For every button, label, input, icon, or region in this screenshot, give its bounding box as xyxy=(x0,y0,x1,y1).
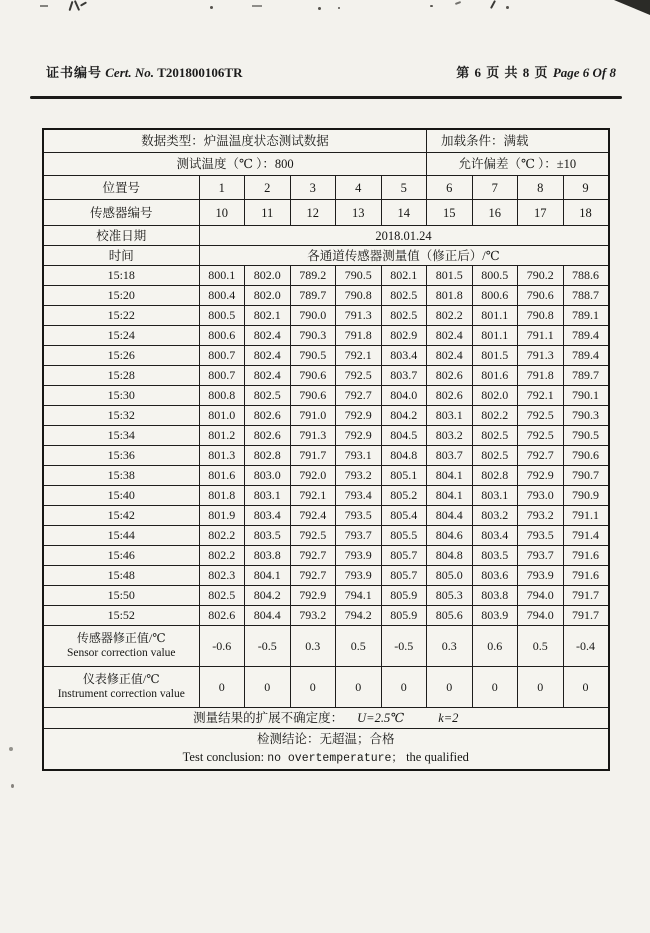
header-divider xyxy=(30,96,622,99)
position-row xyxy=(43,176,609,200)
reading-cell: 793.1 xyxy=(336,446,382,466)
reading-cell: 789.1 xyxy=(563,306,609,326)
reading-cell: 800.6 xyxy=(472,286,518,306)
reading-cell: 802.6 xyxy=(199,606,245,626)
reading-cell: 793.5 xyxy=(336,506,382,526)
time-cell: 15:28 xyxy=(43,366,199,386)
scan-artifact-scribble xyxy=(490,0,496,9)
reading-row xyxy=(43,546,609,566)
reading-cell: 804.8 xyxy=(381,446,427,466)
reading-cell: 802.5 xyxy=(245,386,291,406)
reading-cell: 793.2 xyxy=(290,606,336,626)
scan-artifact-dot xyxy=(9,747,13,751)
reading-cell: 792.7 xyxy=(290,546,336,566)
reading-cell: 793.5 xyxy=(518,526,564,546)
reading-cell: 793.7 xyxy=(336,526,382,546)
scan-artifact-scribble xyxy=(69,1,74,11)
reading-cell: 802.6 xyxy=(427,386,473,406)
reading-cell: 792.1 xyxy=(336,346,382,366)
reading-cell: 790.3 xyxy=(563,406,609,426)
reading-cell: 790.7 xyxy=(563,466,609,486)
reading-row xyxy=(43,446,609,466)
conclusion-en: Test conclusion: no overtemperature； the qualified xyxy=(182,750,469,766)
reading-cell: 802.0 xyxy=(245,286,291,306)
position-cell: 6 xyxy=(427,176,473,200)
scan-artifact-scribble xyxy=(455,1,461,5)
sensor-correction-cell: 0.3 xyxy=(427,626,473,667)
reading-cell: 791.3 xyxy=(336,306,382,326)
reading-cell: 792.7 xyxy=(518,446,564,466)
instrument-correction-cell: 0 xyxy=(518,667,564,708)
scan-artifact-scribble xyxy=(74,0,80,11)
time-cell: 15:36 xyxy=(43,446,199,466)
position-cell: 5 xyxy=(381,176,427,200)
instrument-correction-cell: 0 xyxy=(427,667,473,708)
position-label-cell: 位置号 xyxy=(43,176,199,200)
reading-cell: 802.4 xyxy=(427,326,473,346)
reading-cell: 801.1 xyxy=(472,326,518,346)
reading-cell: 801.0 xyxy=(199,406,245,426)
reading-cell: 793.2 xyxy=(336,466,382,486)
calibration-row xyxy=(43,226,609,246)
reading-cell: 788.6 xyxy=(563,266,609,286)
page-indicator-en: Page 6 Of 8 xyxy=(552,65,616,80)
reading-cell: 801.8 xyxy=(199,486,245,506)
reading-cell: 802.8 xyxy=(472,466,518,486)
scan-artifact-dot xyxy=(318,7,321,10)
instrument-correction-cell: 0 xyxy=(245,667,291,708)
page-indicator-zh: 第 6 页 共 8 页 xyxy=(456,65,549,80)
instrument-correction-cell: 0 xyxy=(563,667,609,708)
reading-cell: 803.1 xyxy=(427,406,473,426)
reading-cell: 802.2 xyxy=(199,526,245,546)
reading-row xyxy=(43,606,609,626)
time-label-cell: 时间 xyxy=(43,246,199,266)
data-type-cell: 数据类型：炉温温度状态测试数据 xyxy=(43,129,427,153)
scan-artifact-dot xyxy=(11,784,14,788)
reading-cell: 802.6 xyxy=(245,426,291,446)
sensor-correction-cell: -0.4 xyxy=(563,626,609,667)
reading-cell: 800.8 xyxy=(199,386,245,406)
reading-row xyxy=(43,386,609,406)
time-cell: 15:20 xyxy=(43,286,199,306)
sensor-cell: 14 xyxy=(381,200,427,226)
reading-cell: 802.4 xyxy=(245,366,291,386)
reading-cell: 791.4 xyxy=(563,526,609,546)
time-cell: 15:38 xyxy=(43,466,199,486)
reading-cell: 789.7 xyxy=(290,286,336,306)
reading-cell: 791.7 xyxy=(563,606,609,626)
uncertainty-cell: 测量结果的扩展不确定度： U=2.5℃ k=2 xyxy=(43,708,609,729)
reading-cell: 801.6 xyxy=(472,366,518,386)
reading-cell: 800.7 xyxy=(199,366,245,386)
reading-cell: 794.0 xyxy=(518,586,564,606)
position-cell: 8 xyxy=(518,176,564,200)
reading-cell: 801.1 xyxy=(472,306,518,326)
reading-cell: 802.3 xyxy=(199,566,245,586)
reading-cell: 791.3 xyxy=(290,426,336,446)
test-temperature-cell: 测试温度（℃ ）：800 xyxy=(43,153,427,176)
reading-cell: 790.5 xyxy=(336,266,382,286)
reading-row xyxy=(43,306,609,326)
reading-cell: 800.1 xyxy=(199,266,245,286)
reading-cell: 803.5 xyxy=(472,546,518,566)
instrument-correction-row xyxy=(43,667,609,708)
reading-cell: 801.5 xyxy=(472,346,518,366)
reading-cell: 792.9 xyxy=(336,406,382,426)
reading-cell: 789.4 xyxy=(563,326,609,346)
reading-cell: 790.9 xyxy=(563,486,609,506)
time-cell: 15:44 xyxy=(43,526,199,546)
reading-row xyxy=(43,346,609,366)
sensor-correction-cell: -0.5 xyxy=(245,626,291,667)
scan-artifact-dot xyxy=(506,6,509,9)
reading-cell: 791.1 xyxy=(518,326,564,346)
reading-cell: 802.2 xyxy=(427,306,473,326)
conclusion-row xyxy=(43,729,609,771)
reading-cell: 802.1 xyxy=(381,266,427,286)
reading-cell: 803.1 xyxy=(472,486,518,506)
reading-cell: 788.7 xyxy=(563,286,609,306)
time-cell: 15:48 xyxy=(43,566,199,586)
reading-row xyxy=(43,366,609,386)
time-cell: 15:40 xyxy=(43,486,199,506)
reading-cell: 803.4 xyxy=(245,506,291,526)
reading-row xyxy=(43,586,609,606)
reading-cell: 792.9 xyxy=(336,426,382,446)
reading-cell: 792.4 xyxy=(290,506,336,526)
position-cell: 1 xyxy=(199,176,245,200)
time-cell: 15:34 xyxy=(43,426,199,446)
data-type-row xyxy=(43,129,609,153)
sensor-cell: 18 xyxy=(563,200,609,226)
reading-cell: 800.5 xyxy=(472,266,518,286)
sensor-correction-cell: -0.5 xyxy=(381,626,427,667)
reading-row xyxy=(43,326,609,346)
reading-cell: 802.2 xyxy=(199,546,245,566)
sensor-cell: 15 xyxy=(427,200,473,226)
reading-cell: 801.9 xyxy=(199,506,245,526)
conclusion-cell xyxy=(43,729,609,771)
reading-cell: 803.0 xyxy=(245,466,291,486)
reading-cell: 801.2 xyxy=(199,426,245,446)
sensor-row xyxy=(43,200,609,226)
instrument-correction-cell: 0 xyxy=(472,667,518,708)
reading-cell: 802.4 xyxy=(427,346,473,366)
time-cell: 15:50 xyxy=(43,586,199,606)
reading-cell: 803.1 xyxy=(245,486,291,506)
reading-cell: 805.2 xyxy=(381,486,427,506)
reading-cell: 802.5 xyxy=(472,446,518,466)
reading-cell: 790.6 xyxy=(290,386,336,406)
uncertainty-row xyxy=(43,708,609,729)
reading-cell: 791.6 xyxy=(563,566,609,586)
time-cell: 15:18 xyxy=(43,266,199,286)
time-cell: 15:26 xyxy=(43,346,199,366)
reading-cell: 804.2 xyxy=(245,586,291,606)
readings-body xyxy=(43,266,609,626)
time-cell: 15:46 xyxy=(43,546,199,566)
scan-artifact-dot xyxy=(430,5,433,7)
scan-artifact-scribble xyxy=(80,1,87,6)
time-cell: 15:22 xyxy=(43,306,199,326)
reading-cell: 790.2 xyxy=(518,266,564,286)
instrument-correction-cell: 0 xyxy=(336,667,382,708)
reading-cell: 804.4 xyxy=(427,506,473,526)
reading-cell: 793.0 xyxy=(518,486,564,506)
sensor-label-cell: 传感器编号 xyxy=(43,200,199,226)
reading-cell: 803.8 xyxy=(245,546,291,566)
reading-cell: 792.5 xyxy=(290,526,336,546)
reading-cell: 804.1 xyxy=(427,466,473,486)
reading-cell: 803.2 xyxy=(472,506,518,526)
reading-cell: 805.6 xyxy=(427,606,473,626)
reading-cell: 803.2 xyxy=(427,426,473,446)
instrument-correction-cell: 0 xyxy=(290,667,336,708)
reading-row xyxy=(43,426,609,446)
reading-cell: 805.5 xyxy=(381,526,427,546)
scan-artifact-corner xyxy=(614,0,650,15)
reading-cell: 789.2 xyxy=(290,266,336,286)
reading-cell: 803.4 xyxy=(381,346,427,366)
reading-cell: 793.9 xyxy=(518,566,564,586)
reading-cell: 791.8 xyxy=(518,366,564,386)
reading-cell: 792.0 xyxy=(290,466,336,486)
reading-cell: 802.6 xyxy=(427,366,473,386)
sensor-cell: 11 xyxy=(245,200,291,226)
test-data-table xyxy=(42,128,610,771)
reading-cell: 790.5 xyxy=(563,426,609,446)
reading-cell: 802.1 xyxy=(245,306,291,326)
reading-cell: 789.7 xyxy=(563,366,609,386)
position-cell: 2 xyxy=(245,176,291,200)
reading-cell: 801.6 xyxy=(199,466,245,486)
sensor-correction-cell: -0.6 xyxy=(199,626,245,667)
reading-cell: 803.8 xyxy=(472,586,518,606)
reading-cell: 791.6 xyxy=(563,546,609,566)
reading-cell: 800.4 xyxy=(199,286,245,306)
reading-row xyxy=(43,266,609,286)
reading-cell: 805.7 xyxy=(381,566,427,586)
reading-cell: 804.4 xyxy=(245,606,291,626)
reading-cell: 804.6 xyxy=(427,526,473,546)
reading-row xyxy=(43,466,609,486)
reading-cell: 803.6 xyxy=(472,566,518,586)
reading-cell: 790.6 xyxy=(518,286,564,306)
reading-cell: 801.3 xyxy=(199,446,245,466)
sensor-correction-cell: 0.5 xyxy=(336,626,382,667)
test-temperature-row xyxy=(43,153,609,176)
sensor-correction-label: 传感器修正值/℃ Sensor correction value xyxy=(43,626,199,667)
allowed-deviation-cell: 允许偏差（℃ ）：±10 xyxy=(427,153,609,176)
reading-cell: 804.2 xyxy=(381,406,427,426)
reading-cell: 804.1 xyxy=(427,486,473,506)
reading-cell: 802.5 xyxy=(472,426,518,446)
reading-cell: 794.2 xyxy=(336,606,382,626)
reading-cell: 794.1 xyxy=(336,586,382,606)
sensor-cell: 12 xyxy=(290,200,336,226)
reading-cell: 793.9 xyxy=(336,546,382,566)
reading-cell: 790.8 xyxy=(518,306,564,326)
reading-cell: 801.8 xyxy=(427,286,473,306)
reading-cell: 805.9 xyxy=(381,606,427,626)
sensor-correction-cell: 0.3 xyxy=(290,626,336,667)
reading-cell: 801.5 xyxy=(427,266,473,286)
channel-header-cell: 各通道传感器测量值（修正后）/℃ xyxy=(199,246,609,266)
reading-cell: 790.5 xyxy=(290,346,336,366)
reading-cell: 804.1 xyxy=(245,566,291,586)
reading-cell: 791.8 xyxy=(336,326,382,346)
time-cell: 15:52 xyxy=(43,606,199,626)
reading-cell: 790.8 xyxy=(336,286,382,306)
reading-cell: 790.6 xyxy=(290,366,336,386)
reading-cell: 792.9 xyxy=(518,466,564,486)
sensor-cell: 10 xyxy=(199,200,245,226)
reading-cell: 792.5 xyxy=(518,406,564,426)
reading-cell: 802.0 xyxy=(245,266,291,286)
reading-cell: 802.5 xyxy=(381,306,427,326)
sensor-cell: 17 xyxy=(518,200,564,226)
reading-cell: 792.7 xyxy=(336,386,382,406)
sensor-correction-row xyxy=(43,626,609,667)
scan-artifact-dash xyxy=(252,5,262,7)
reading-cell: 791.7 xyxy=(290,446,336,466)
reading-row xyxy=(43,286,609,306)
reading-cell: 792.7 xyxy=(290,566,336,586)
reading-cell: 804.5 xyxy=(381,426,427,446)
position-cell: 4 xyxy=(336,176,382,200)
reading-cell: 802.6 xyxy=(245,406,291,426)
load-condition-cell: 加载条件：满载 xyxy=(427,129,609,153)
reading-cell: 805.0 xyxy=(427,566,473,586)
reading-cell: 791.0 xyxy=(290,406,336,426)
reading-cell: 800.5 xyxy=(199,306,245,326)
reading-cell: 805.9 xyxy=(381,586,427,606)
reading-cell: 792.5 xyxy=(336,366,382,386)
reading-cell: 803.9 xyxy=(472,606,518,626)
reading-cell: 792.5 xyxy=(518,426,564,446)
sensor-cell: 16 xyxy=(472,200,518,226)
reading-cell: 790.0 xyxy=(290,306,336,326)
reading-cell: 792.9 xyxy=(290,586,336,606)
reading-cell: 789.4 xyxy=(563,346,609,366)
reading-cell: 802.5 xyxy=(199,586,245,606)
reading-cell: 802.4 xyxy=(245,346,291,366)
scan-artifact-dash xyxy=(40,5,48,7)
reading-cell: 803.7 xyxy=(381,366,427,386)
reading-row xyxy=(43,526,609,546)
sensor-cell: 13 xyxy=(336,200,382,226)
reading-cell: 803.4 xyxy=(472,526,518,546)
position-cell: 7 xyxy=(472,176,518,200)
reading-cell: 793.7 xyxy=(518,546,564,566)
reading-cell: 802.8 xyxy=(245,446,291,466)
reading-cell: 793.9 xyxy=(336,566,382,586)
reading-cell: 794.0 xyxy=(518,606,564,626)
time-cell: 15:32 xyxy=(43,406,199,426)
reading-cell: 790.1 xyxy=(563,386,609,406)
reading-cell: 800.7 xyxy=(199,346,245,366)
sensor-correction-cell: 0.6 xyxy=(472,626,518,667)
reading-cell: 793.2 xyxy=(518,506,564,526)
reading-cell: 802.4 xyxy=(245,326,291,346)
reading-cell: 791.7 xyxy=(563,586,609,606)
reading-cell: 802.5 xyxy=(381,286,427,306)
time-header-row xyxy=(43,246,609,266)
reading-cell: 804.0 xyxy=(381,386,427,406)
time-cell: 15:42 xyxy=(43,506,199,526)
reading-cell: 791.1 xyxy=(563,506,609,526)
time-cell: 15:24 xyxy=(43,326,199,346)
page-header xyxy=(46,62,616,81)
instrument-correction-cell: 0 xyxy=(381,667,427,708)
reading-cell: 800.6 xyxy=(199,326,245,346)
scan-artifact-dot xyxy=(210,6,213,9)
conclusion-zh: 检测结论：无超温；合格 xyxy=(257,732,395,747)
reading-cell: 805.4 xyxy=(381,506,427,526)
page-indicator xyxy=(456,62,616,81)
reading-cell: 793.4 xyxy=(336,486,382,506)
reading-cell: 790.6 xyxy=(563,446,609,466)
cert-number: T201800106TR xyxy=(157,65,243,80)
reading-row xyxy=(43,406,609,426)
calibration-date-cell: 2018.01.24 xyxy=(199,226,609,246)
cert-number-line xyxy=(46,62,243,81)
reading-row xyxy=(43,506,609,526)
reading-cell: 792.1 xyxy=(518,386,564,406)
reading-cell: 803.7 xyxy=(427,446,473,466)
reading-cell: 802.9 xyxy=(381,326,427,346)
sensor-correction-cell: 0.5 xyxy=(518,626,564,667)
reading-cell: 805.3 xyxy=(427,586,473,606)
time-cell: 15:30 xyxy=(43,386,199,406)
reading-cell: 803.5 xyxy=(245,526,291,546)
scan-artifact-dot xyxy=(338,7,340,9)
reading-cell: 804.8 xyxy=(427,546,473,566)
reading-cell: 802.0 xyxy=(472,386,518,406)
reading-cell: 805.1 xyxy=(381,466,427,486)
position-cell: 3 xyxy=(290,176,336,200)
reading-cell: 790.3 xyxy=(290,326,336,346)
reading-cell: 805.7 xyxy=(381,546,427,566)
calibration-label-cell: 校准日期 xyxy=(43,226,199,246)
reading-cell: 792.1 xyxy=(290,486,336,506)
reading-cell: 802.2 xyxy=(472,406,518,426)
position-cell: 9 xyxy=(563,176,609,200)
instrument-correction-cell: 0 xyxy=(199,667,245,708)
cert-label-en: Cert. No. xyxy=(105,65,155,80)
cert-label-zh: 证书编号 xyxy=(46,65,103,80)
reading-row xyxy=(43,486,609,506)
reading-row xyxy=(43,566,609,586)
reading-cell: 791.3 xyxy=(518,346,564,366)
instrument-correction-label: 仪表修正值/℃ Instrument correction value xyxy=(43,667,199,708)
